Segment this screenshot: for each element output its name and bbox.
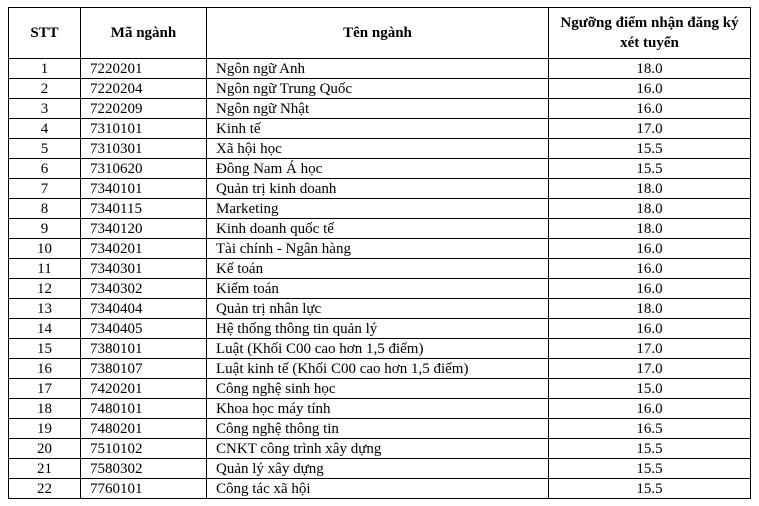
cell-stt: 6 [9, 159, 81, 179]
table-row [9, 179, 751, 199]
cell-major-name: Công nghệ sinh học [207, 379, 549, 399]
cell-stt: 18 [9, 399, 81, 419]
cell-stt: 15 [9, 339, 81, 359]
cell-major-name: Xã hội học [207, 139, 549, 159]
cell-stt: 1 [9, 59, 81, 79]
cell-major-name: Kinh doanh quốc tế [207, 219, 549, 239]
cell-major-name: Ngôn ngữ Anh [207, 59, 549, 79]
cell-threshold-score: 15.5 [549, 459, 751, 479]
cell-stt: 20 [9, 439, 81, 459]
table-row [9, 259, 751, 279]
cell-threshold-score: 18.0 [549, 59, 751, 79]
cell-major-name: Công nghệ thông tin [207, 419, 549, 439]
table-row [9, 379, 751, 399]
cell-stt: 16 [9, 359, 81, 379]
cell-major-name: Luật kinh tế (Khối C00 cao hơn 1,5 điểm) [207, 359, 549, 379]
header-major-name: Tên ngành [207, 8, 549, 59]
table-header-row [9, 8, 751, 59]
cell-threshold-score: 17.0 [549, 339, 751, 359]
cell-major-code: 7510102 [81, 439, 207, 459]
cell-threshold-score: 15.5 [549, 159, 751, 179]
table-row [9, 439, 751, 459]
cell-stt: 10 [9, 239, 81, 259]
header-major-code: Mã ngành [81, 8, 207, 59]
table-row [9, 79, 751, 99]
cell-major-code: 7340201 [81, 239, 207, 259]
table-row [9, 359, 751, 379]
cell-major-name: Marketing [207, 199, 549, 219]
cell-threshold-score: 15.5 [549, 439, 751, 459]
cell-major-code: 7340115 [81, 199, 207, 219]
cell-threshold-score: 15.0 [549, 379, 751, 399]
cell-major-name: Kinh tế [207, 119, 549, 139]
cell-stt: 14 [9, 319, 81, 339]
cell-threshold-score: 16.0 [549, 279, 751, 299]
cell-major-name: Đông Nam Á học [207, 159, 549, 179]
cell-major-name: Hệ thống thông tin quản lý [207, 319, 549, 339]
cell-stt: 2 [9, 79, 81, 99]
cell-major-code: 7480101 [81, 399, 207, 419]
cell-threshold-score: 16.0 [549, 79, 751, 99]
table-row [9, 239, 751, 259]
cell-stt: 3 [9, 99, 81, 119]
cell-major-code: 7340405 [81, 319, 207, 339]
table-row [9, 399, 751, 419]
cell-major-code: 7580302 [81, 459, 207, 479]
cell-major-name: Quản trị kinh doanh [207, 179, 549, 199]
cell-threshold-score: 16.5 [549, 419, 751, 439]
table-row [9, 459, 751, 479]
cell-major-name: Ngôn ngữ Nhật [207, 99, 549, 119]
table-row [9, 319, 751, 339]
table-row [9, 279, 751, 299]
cell-major-name: Ngôn ngữ Trung Quốc [207, 79, 549, 99]
table-row [9, 59, 751, 79]
cell-major-name: CNKT công trình xây dựng [207, 439, 549, 459]
cell-major-code: 7380107 [81, 359, 207, 379]
cell-stt: 8 [9, 199, 81, 219]
cell-major-name: Kế toán [207, 259, 549, 279]
table-row [9, 99, 751, 119]
cell-threshold-score: 16.0 [549, 99, 751, 119]
table-body [9, 59, 751, 499]
table-row [9, 419, 751, 439]
cell-major-name: Luật (Khối C00 cao hơn 1,5 điểm) [207, 339, 549, 359]
cell-major-name: Quản lý xây dựng [207, 459, 549, 479]
cell-major-code: 7220204 [81, 79, 207, 99]
cell-stt: 12 [9, 279, 81, 299]
cell-major-code: 7310301 [81, 139, 207, 159]
table-row [9, 219, 751, 239]
admission-table-container [8, 7, 751, 499]
cell-stt: 22 [9, 479, 81, 499]
table-row [9, 299, 751, 319]
admission-threshold-table [8, 7, 751, 499]
cell-major-code: 7420201 [81, 379, 207, 399]
cell-stt: 5 [9, 139, 81, 159]
cell-major-code: 7480201 [81, 419, 207, 439]
cell-stt: 9 [9, 219, 81, 239]
cell-stt: 11 [9, 259, 81, 279]
cell-threshold-score: 16.0 [549, 239, 751, 259]
cell-stt: 21 [9, 459, 81, 479]
cell-major-name: Kiểm toán [207, 279, 549, 299]
cell-threshold-score: 16.0 [549, 399, 751, 419]
cell-major-name: Tài chính - Ngân hàng [207, 239, 549, 259]
cell-stt: 4 [9, 119, 81, 139]
cell-major-name: Quản trị nhân lực [207, 299, 549, 319]
cell-major-code: 7340302 [81, 279, 207, 299]
cell-major-code: 7380101 [81, 339, 207, 359]
cell-threshold-score: 18.0 [549, 219, 751, 239]
cell-stt: 17 [9, 379, 81, 399]
cell-major-name: Khoa học máy tính [207, 399, 549, 419]
cell-major-name: Công tác xã hội [207, 479, 549, 499]
cell-major-code: 7340120 [81, 219, 207, 239]
cell-threshold-score: 16.0 [549, 319, 751, 339]
header-threshold-score: Ngưỡng điểm nhận đăng ký xét tuyển [549, 8, 751, 59]
cell-stt: 19 [9, 419, 81, 439]
table-row [9, 139, 751, 159]
cell-threshold-score: 17.0 [549, 359, 751, 379]
cell-major-code: 7760101 [81, 479, 207, 499]
table-row [9, 199, 751, 219]
cell-major-code: 7340404 [81, 299, 207, 319]
cell-threshold-score: 18.0 [549, 179, 751, 199]
cell-major-code: 7220209 [81, 99, 207, 119]
cell-major-code: 7310620 [81, 159, 207, 179]
cell-threshold-score: 16.0 [549, 259, 751, 279]
table-row [9, 159, 751, 179]
cell-threshold-score: 15.5 [549, 139, 751, 159]
cell-major-code: 7220201 [81, 59, 207, 79]
header-stt: STT [9, 8, 81, 59]
cell-major-code: 7310101 [81, 119, 207, 139]
table-row [9, 119, 751, 139]
cell-threshold-score: 17.0 [549, 119, 751, 139]
cell-threshold-score: 18.0 [549, 299, 751, 319]
cell-stt: 7 [9, 179, 81, 199]
cell-major-code: 7340101 [81, 179, 207, 199]
cell-stt: 13 [9, 299, 81, 319]
cell-threshold-score: 15.5 [549, 479, 751, 499]
cell-threshold-score: 18.0 [549, 199, 751, 219]
table-row [9, 339, 751, 359]
table-row [9, 479, 751, 499]
cell-major-code: 7340301 [81, 259, 207, 279]
